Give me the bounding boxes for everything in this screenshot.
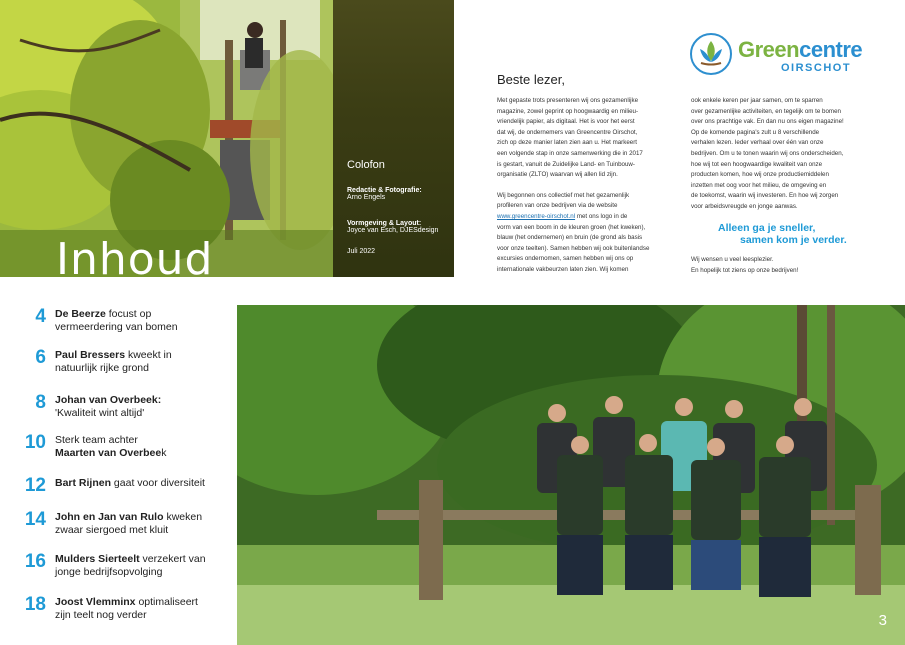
toc-rest: verzekert van (139, 553, 206, 565)
toc-title (55, 349, 172, 375)
text-line: Wij wensen u veel leesplezier. (691, 256, 774, 263)
text-line: magazine, zowel geprint op hoogwaardig en milieu- (497, 107, 639, 115)
paragraph-2 (497, 191, 682, 276)
colofon-label: Vormgeving & Layout: (347, 220, 422, 227)
toc-bold: Joost Vlemminx (55, 596, 136, 608)
text-span: met ons logo in de (576, 212, 628, 220)
letter-column-2 (691, 96, 881, 213)
toc-bold: Bart Rijnen (55, 477, 112, 489)
quote-line: samen kom je verder. (740, 234, 847, 246)
text-line (497, 212, 682, 223)
greencentre-logo-icon (690, 33, 732, 75)
text-line: internationale vakbeurzen laten zien. Wij komen (497, 265, 629, 273)
toc-bold: Maarten van Overbee (55, 447, 162, 459)
toc-page-number: 10 (24, 432, 46, 453)
toc-rest: kweekt in (125, 349, 172, 361)
toc-page-number: 12 (24, 475, 46, 496)
toc-rest: k (161, 447, 167, 459)
toc-line2: vermeerdering van bomen (55, 321, 178, 333)
toc-page-number: 6 (35, 347, 46, 368)
colofon-value: Joyce van Esch, DJESdesign (347, 227, 439, 234)
text-line: Wij begonnen ons collectief met het gezamenlijk (497, 191, 630, 199)
text-line: organisatie (ZLTO) waarvan wij allen lid zijn. (497, 171, 618, 179)
quote-line: Alleen ga je sneller, (718, 222, 816, 234)
colofon-date: Juli 2022 (347, 248, 376, 255)
toc-page-number: 4 (35, 306, 46, 327)
toc-title (55, 596, 198, 622)
toc-bold: Paul Bressers (55, 349, 126, 361)
text-line: hoe wij tot een hoogwaardige kwaliteit van onze (691, 160, 823, 168)
toc-rest: gaat voor diversiteit (111, 477, 205, 489)
text-line: blauw (het ondernemen) en bruin (de grond als basis (497, 234, 643, 242)
text-line: Met gepaste trots presenteren wij ons gezamenlijke (497, 97, 639, 104)
website-link[interactable]: www.greencentre-oirschot.nl (497, 212, 576, 220)
pull-quote (718, 222, 847, 246)
text-line: dat wij, de ondernemers van Greencentre Oirschot, (497, 128, 638, 136)
text-line: verhalen lezen. Ieder verhaal over één van onze (691, 139, 824, 147)
text-line: producten komen, hoe wij onze productiemiddelen (691, 171, 829, 179)
toc-line2: natuurlijk rijke grond (55, 362, 149, 374)
page-number: 3 (878, 612, 887, 629)
logo-subtitle: OIRSCHOT (781, 62, 852, 74)
toc-rest: optimaliseert (135, 596, 198, 608)
contents-title: Inhoud (56, 234, 214, 277)
toc-bold: Johan van Overbeek: (55, 394, 162, 406)
text-line: excursies ondernomen, samen hebben wij ons op (497, 255, 634, 263)
text-line: profileren van onze bedrijven via de website (497, 202, 618, 210)
toc-page-number: 8 (35, 392, 46, 413)
toc-line2: 'Kwaliteit wint altijd' (55, 407, 145, 419)
text-line: inzetten met oog voor het milieu, de omgeving en (691, 181, 827, 189)
colofon-label: Redactie & Fotografie: (347, 187, 422, 194)
toc-page-number: 14 (24, 509, 46, 530)
toc-title (55, 308, 178, 334)
text-line: voor onze teelten). Samen hebben wij ook buitenlandse (497, 244, 650, 252)
text-line: vriendelijk papier, als digitaal. Het is voor het eerst (497, 118, 635, 126)
hero-photo (0, 0, 333, 277)
text-line: zich op deze manier laten zien aan u. Het markeert (497, 139, 637, 147)
paragraph-1 (497, 96, 682, 181)
toc-title (55, 434, 166, 460)
colofon-panel (333, 0, 454, 277)
text-line: voor arbeidsvreugde en jonge aanwas. (691, 202, 798, 210)
toc-rest: kweken (163, 511, 203, 523)
text-line: een volgende stap in onze samenwerking die in 2017 (497, 149, 643, 157)
toc-line2: zwaar siergoed met kluit (55, 524, 169, 536)
toc-title (55, 553, 206, 579)
toc-title (55, 477, 205, 490)
colofon-value: Arno Engels (347, 194, 386, 201)
logo-name-green: Green (738, 37, 800, 62)
toc-page-number: 16 (24, 551, 46, 572)
text-line: de toekomst, waarin wij investeren. En hoe wij zorgen (691, 192, 839, 200)
team-photo (237, 305, 905, 645)
logo-wordmark (738, 37, 862, 63)
text-line: over ons prachtige vak. En dan nu ons eigen magazine! (691, 118, 844, 126)
toc-page-number: 18 (24, 594, 46, 615)
colofon-title: Colofon (347, 159, 385, 171)
toc-pre: Sterk team achter (55, 434, 138, 446)
text-line: Op de komende pagina's zult u 8 verschillende (691, 128, 820, 136)
text-line: vorm van een boom in de kleuren groen (het kweken), (497, 223, 646, 231)
letter-column-1 (497, 96, 682, 276)
text-line: ook enkele keren per jaar samen, om te sparren (691, 97, 823, 104)
toc-bold: John en Jan van Rulo (55, 511, 164, 523)
team-photo-illustration (237, 305, 905, 645)
logo-name-blue: centre (799, 37, 863, 62)
toc-bold: Mulders Sierteelt (55, 553, 140, 565)
text-line: is gestart, vanuit de Zuidelijke Land- en Tuinbouw- (497, 160, 635, 168)
toc-rest: focust op (105, 308, 152, 320)
toc-title (55, 394, 161, 420)
letter-closing (691, 255, 881, 276)
text-line: over gezamenlijke activiteiten, en tegelijk om te bomen (691, 107, 841, 115)
toc-bold: De Beerze (55, 308, 106, 320)
toc-line2: jonge bedrijfsopvolging (55, 566, 163, 578)
text-line: En hopelijk tot ziens op onze bedrijven! (691, 266, 799, 274)
colofon-block (347, 159, 438, 255)
toc-title (55, 511, 202, 537)
toc-line2: zijn teelt nog verder (55, 609, 147, 621)
letter-greeting: Beste lezer, (497, 72, 565, 87)
text-line: bedrijven. Om u te tonen waarin wij ons onderscheiden, (691, 149, 844, 157)
